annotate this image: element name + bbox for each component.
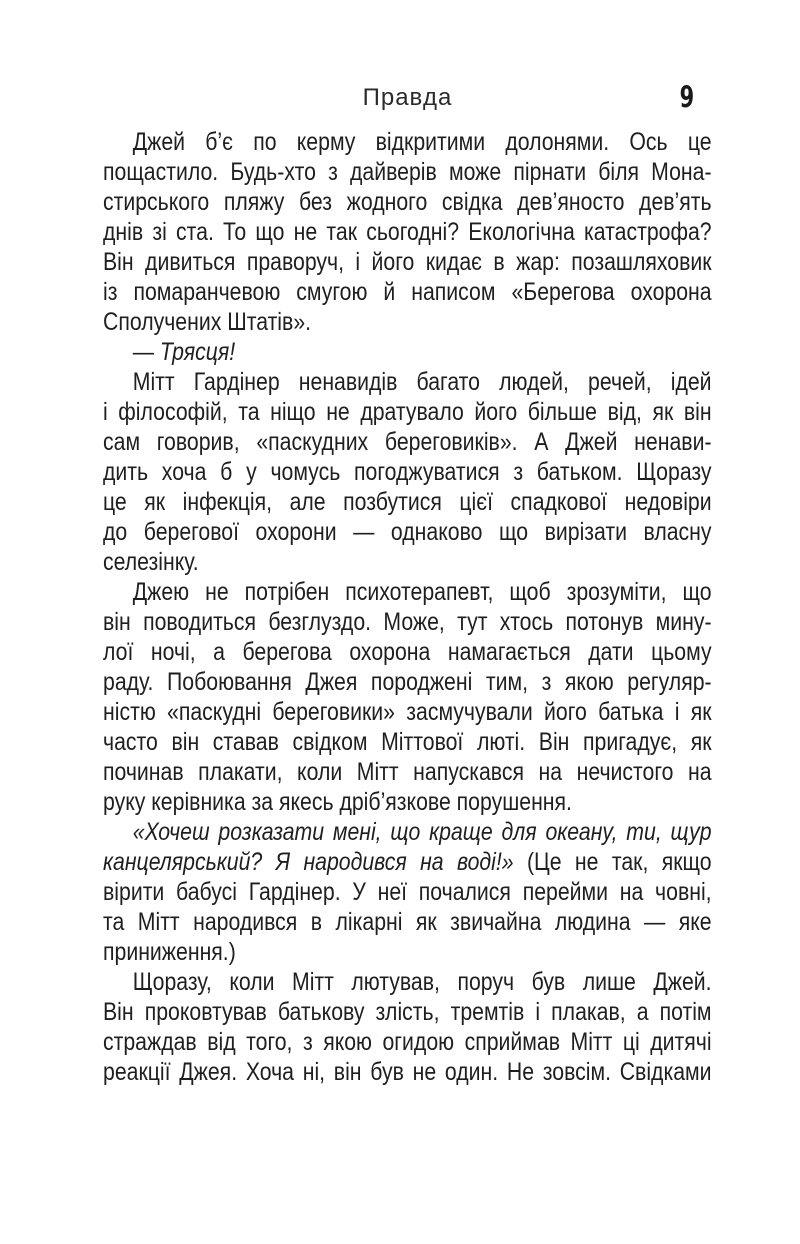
word: позбутися [343,488,442,516]
word: Джей [565,428,618,456]
word: не [205,578,229,606]
word: Гардінер. [248,878,341,906]
text-line [103,427,712,457]
word: його [474,398,518,426]
word: Може, [383,608,445,636]
word: ставав [212,728,279,756]
word: долонями. [505,128,610,156]
word: катастрофа? [584,218,712,246]
text-line [103,217,712,247]
word: тут [457,608,488,636]
word: і [103,398,108,426]
word: батьком. [536,458,623,486]
paragraph [103,577,712,817]
text-line [103,937,712,967]
word: днів [103,218,144,246]
word: як [652,398,674,426]
word: від [207,1028,236,1056]
word: нечистого [576,758,674,786]
text-line [103,1057,712,1087]
word: почалися [418,878,511,906]
word: ненави- [634,428,712,456]
word: реакції [103,1058,171,1086]
word: б’є [205,128,234,156]
word: чомусь [270,458,341,486]
word: ніщо [270,398,316,426]
text-line [103,967,712,997]
word: як [415,908,437,936]
word: Він [103,248,134,276]
word: краще [429,818,493,846]
word: недовіри [624,488,712,516]
text-line [103,907,712,937]
word: для [501,818,537,846]
word: раду. [103,668,154,696]
word: людей, [499,368,569,396]
word: «паскудні [167,698,262,726]
word: ні, [302,1058,326,1086]
text-line [103,187,712,217]
word: свідка [441,188,503,216]
word: дев’ять [639,188,712,216]
word: говорив, [156,428,240,456]
word: спадкової [510,488,608,516]
word: «Хочеш [132,818,210,846]
word: Екологічна [468,218,575,246]
word: Мітт [137,908,180,936]
word: Хоча [245,1058,294,1086]
word: людина [554,908,631,936]
word: дратувало [360,398,464,426]
word: смугою [296,278,368,306]
word: народився [303,848,407,876]
word: берегової [143,518,240,546]
text-line [103,397,712,427]
word: один. [444,1058,499,1086]
paragraph [103,367,712,577]
word: напускався [413,758,525,786]
word: пригадує, [583,728,678,756]
word: й [383,278,396,306]
word: Мітт [132,368,175,396]
word: біля [598,158,640,186]
word: Свідками [619,1058,712,1086]
text-line [103,997,712,1027]
word: жодного [346,188,428,216]
word: пляжу [223,188,285,216]
word: того, [246,1028,293,1056]
word: Будь-хто [230,158,317,186]
word: У [352,878,366,906]
word: відкритими [375,128,486,156]
text-segment: — [132,338,160,366]
word: Він [538,728,570,756]
word: тремтів [450,998,525,1026]
word: сприймав [464,1028,560,1056]
word: регуляр- [627,668,712,696]
text-line [103,547,712,577]
word: коли [229,968,275,996]
word: від, [607,398,642,426]
word: був [370,1058,404,1086]
word: позашляховик [571,248,712,276]
word: безглуздо. [268,608,372,636]
text-line [103,637,712,667]
word: проковтував [144,998,267,1026]
word: зрозуміти, [566,578,667,606]
text-line [103,127,712,157]
word: без [298,188,333,216]
word: хоча [161,458,207,486]
word: ночі, [150,638,196,666]
word: він [333,1058,362,1086]
word: і [355,248,361,276]
word: бабусі [176,878,237,906]
word: батькову [277,998,365,1026]
word: канцелярський? [103,848,263,876]
word: більше [527,398,597,426]
text-block [103,127,712,1087]
paragraph [103,127,712,337]
word: поводиться [143,608,257,636]
word: розказати [218,818,325,846]
word: в [310,908,323,936]
word: поруч [457,968,515,996]
word: То [223,218,247,246]
text-line [103,1027,712,1057]
word: Джей. [653,968,712,996]
word: потім [659,998,712,1026]
word: потонув [565,608,644,636]
word: Мітт [356,758,399,786]
word: зі [152,218,167,246]
text-line [103,577,712,607]
word: цієї [459,488,494,516]
word: Побоювання [167,668,292,696]
word: дайверів [350,158,437,186]
word: праворуч, [246,248,345,276]
word: сьогодні? [366,218,460,246]
word: із [103,278,118,306]
word: з [541,668,552,696]
word: не [574,848,599,876]
word: цьому [651,638,712,666]
word: Я [275,848,291,876]
word: Він [103,998,134,1026]
text-line [103,817,712,847]
word: але [289,488,326,516]
word: океану, [545,818,618,846]
word: батька [598,698,664,726]
word: що [390,818,421,846]
word: багато [416,368,480,396]
word: ста. [176,218,214,246]
word: він [103,608,131,636]
word: і [535,998,541,1026]
word: та [103,908,125,936]
text-line [103,877,712,907]
word: так, [611,848,649,876]
word: з [328,158,338,186]
text-segment: руку керівника за якесь дріб’язкове порушення. [103,788,572,816]
word: Джей [132,128,186,156]
word: свідком [292,728,368,756]
word: дати [588,638,634,666]
word: мені, [332,818,382,846]
word: у [246,458,257,486]
text-line [103,847,712,877]
paragraph [103,337,712,367]
word: як [690,728,712,756]
word: ці [622,1028,640,1056]
word: часто [103,728,158,756]
text-line [103,307,712,337]
word: Мона- [651,158,712,186]
word: Щоразу [636,458,712,486]
word: А [534,428,549,456]
word: охорони [255,518,337,546]
text-line [103,607,712,637]
text-segment: Сполучених Штатів». [103,308,312,336]
text-segment: Трясця! [159,338,236,366]
word: засмучували [406,698,533,726]
word: та [238,398,260,426]
word: дить [103,458,149,486]
text-line [103,727,712,757]
word: ти, [626,818,662,846]
word: філософій, [118,398,228,426]
word: психотерапевт, [345,578,494,606]
word: «Берегова [511,278,615,306]
word: це [687,128,712,156]
word: ністю [103,698,156,726]
chapter-title: Правда [362,84,453,111]
word: береговики» [272,698,396,726]
word: страждав [103,1028,197,1056]
word: як [144,488,166,516]
word: а [213,638,225,666]
word: на [619,878,644,906]
word: Гардінер [193,368,280,396]
word: що [682,578,712,606]
word: береговиків». [384,428,518,456]
word: і [674,698,680,726]
word: мину- [655,608,712,636]
word: лікарні [335,908,403,936]
page-number: 9 [679,80,694,114]
word: що [498,518,529,546]
word: намагається [447,638,571,666]
word: — [644,908,666,936]
word: кидає [425,248,482,276]
word: Мітт [291,968,334,996]
word: погоджуватися [354,458,500,486]
text-line [103,667,712,697]
word: дитячі [650,1028,712,1056]
word: власну [643,518,712,546]
word: написом [411,278,496,306]
word: звичайна [450,908,542,936]
word: б [220,458,233,486]
word: неї [377,878,408,906]
word: сам [103,428,141,456]
word: його [544,698,587,726]
word: ідей [670,368,712,396]
text-line [103,337,712,367]
word: берегова [242,638,332,666]
word: а [636,998,649,1026]
word: якою [564,668,614,696]
word: лише [582,968,636,996]
word: дев’яносто [517,188,625,216]
word: Міттової [381,728,464,756]
word: інфекція, [182,488,273,516]
text-line [103,457,712,487]
word: з [513,458,524,486]
word: був [531,968,566,996]
word: хтось [499,608,554,636]
text-segment: селезінку. [103,548,199,576]
word: зовсім. [542,1058,611,1086]
word: він [171,728,200,756]
word: потрібен [244,578,330,606]
word: на [420,848,444,876]
word: охорона [630,278,712,306]
word: народився [193,908,298,936]
word: Не [506,1058,535,1086]
word: Джея. [179,1058,238,1086]
text-line [103,757,712,787]
word: огидою [382,1028,455,1056]
word: він [683,398,712,426]
word: що [255,218,285,246]
word: Мітт [570,1028,613,1056]
word: не [326,398,350,426]
word: воді!» [456,848,514,876]
text-line [103,487,712,517]
word: по [253,128,277,156]
word: охорона [349,638,431,666]
word: перейми [522,878,609,906]
paragraph [103,817,712,967]
word: люті. [476,728,526,756]
word: не [412,1058,437,1086]
word: вірити [103,878,165,906]
word: плакав, [551,998,626,1026]
text-line [103,367,712,397]
text-line [103,277,712,307]
text-line [103,157,712,187]
word: лої [103,638,134,666]
word: починав [103,758,184,786]
text-line [103,517,712,547]
word: його [371,248,415,276]
word: з [302,1028,313,1056]
word: жар: [516,248,560,276]
word: човні, [655,878,712,906]
word: може [448,158,502,186]
text-line [103,247,712,277]
word: це [103,488,127,516]
word: помаранчевою [133,278,281,306]
word: «паскудних [256,428,369,456]
word: в [493,248,505,276]
word: стирського [103,188,210,216]
word: породжені [370,668,473,696]
word: ненавидів [298,368,398,396]
word: дивиться [145,248,236,276]
word: щоб [509,578,551,606]
word: на [538,758,563,786]
word: на [687,758,712,786]
word: так [326,218,358,246]
word: коли [297,758,343,786]
paragraph [103,967,712,1087]
word: якщо [661,848,712,876]
word: (Це [526,848,562,876]
text-segment: приниження.) [103,938,236,966]
word: речей, [588,368,652,396]
word: тим, [485,668,529,696]
word: керму [296,128,356,156]
text-line [103,787,712,817]
text-line [103,697,712,727]
word: — [353,518,375,546]
word: Щоразу, [132,968,212,996]
word: Джею [132,578,190,606]
word: пощастило. [103,158,219,186]
word: до [103,518,128,546]
word: Джея [305,668,358,696]
word: Ось [629,128,668,156]
word: не [293,218,318,246]
word: однаково [390,518,483,546]
word: пірнати [513,158,587,186]
word: яке [678,908,712,936]
word: лютував, [351,968,440,996]
word: вирізати [544,518,627,546]
word: злість, [375,998,440,1026]
word: щур [670,818,712,846]
word: якою [323,1028,372,1056]
word: як [690,698,712,726]
word: плакати, [198,758,283,786]
